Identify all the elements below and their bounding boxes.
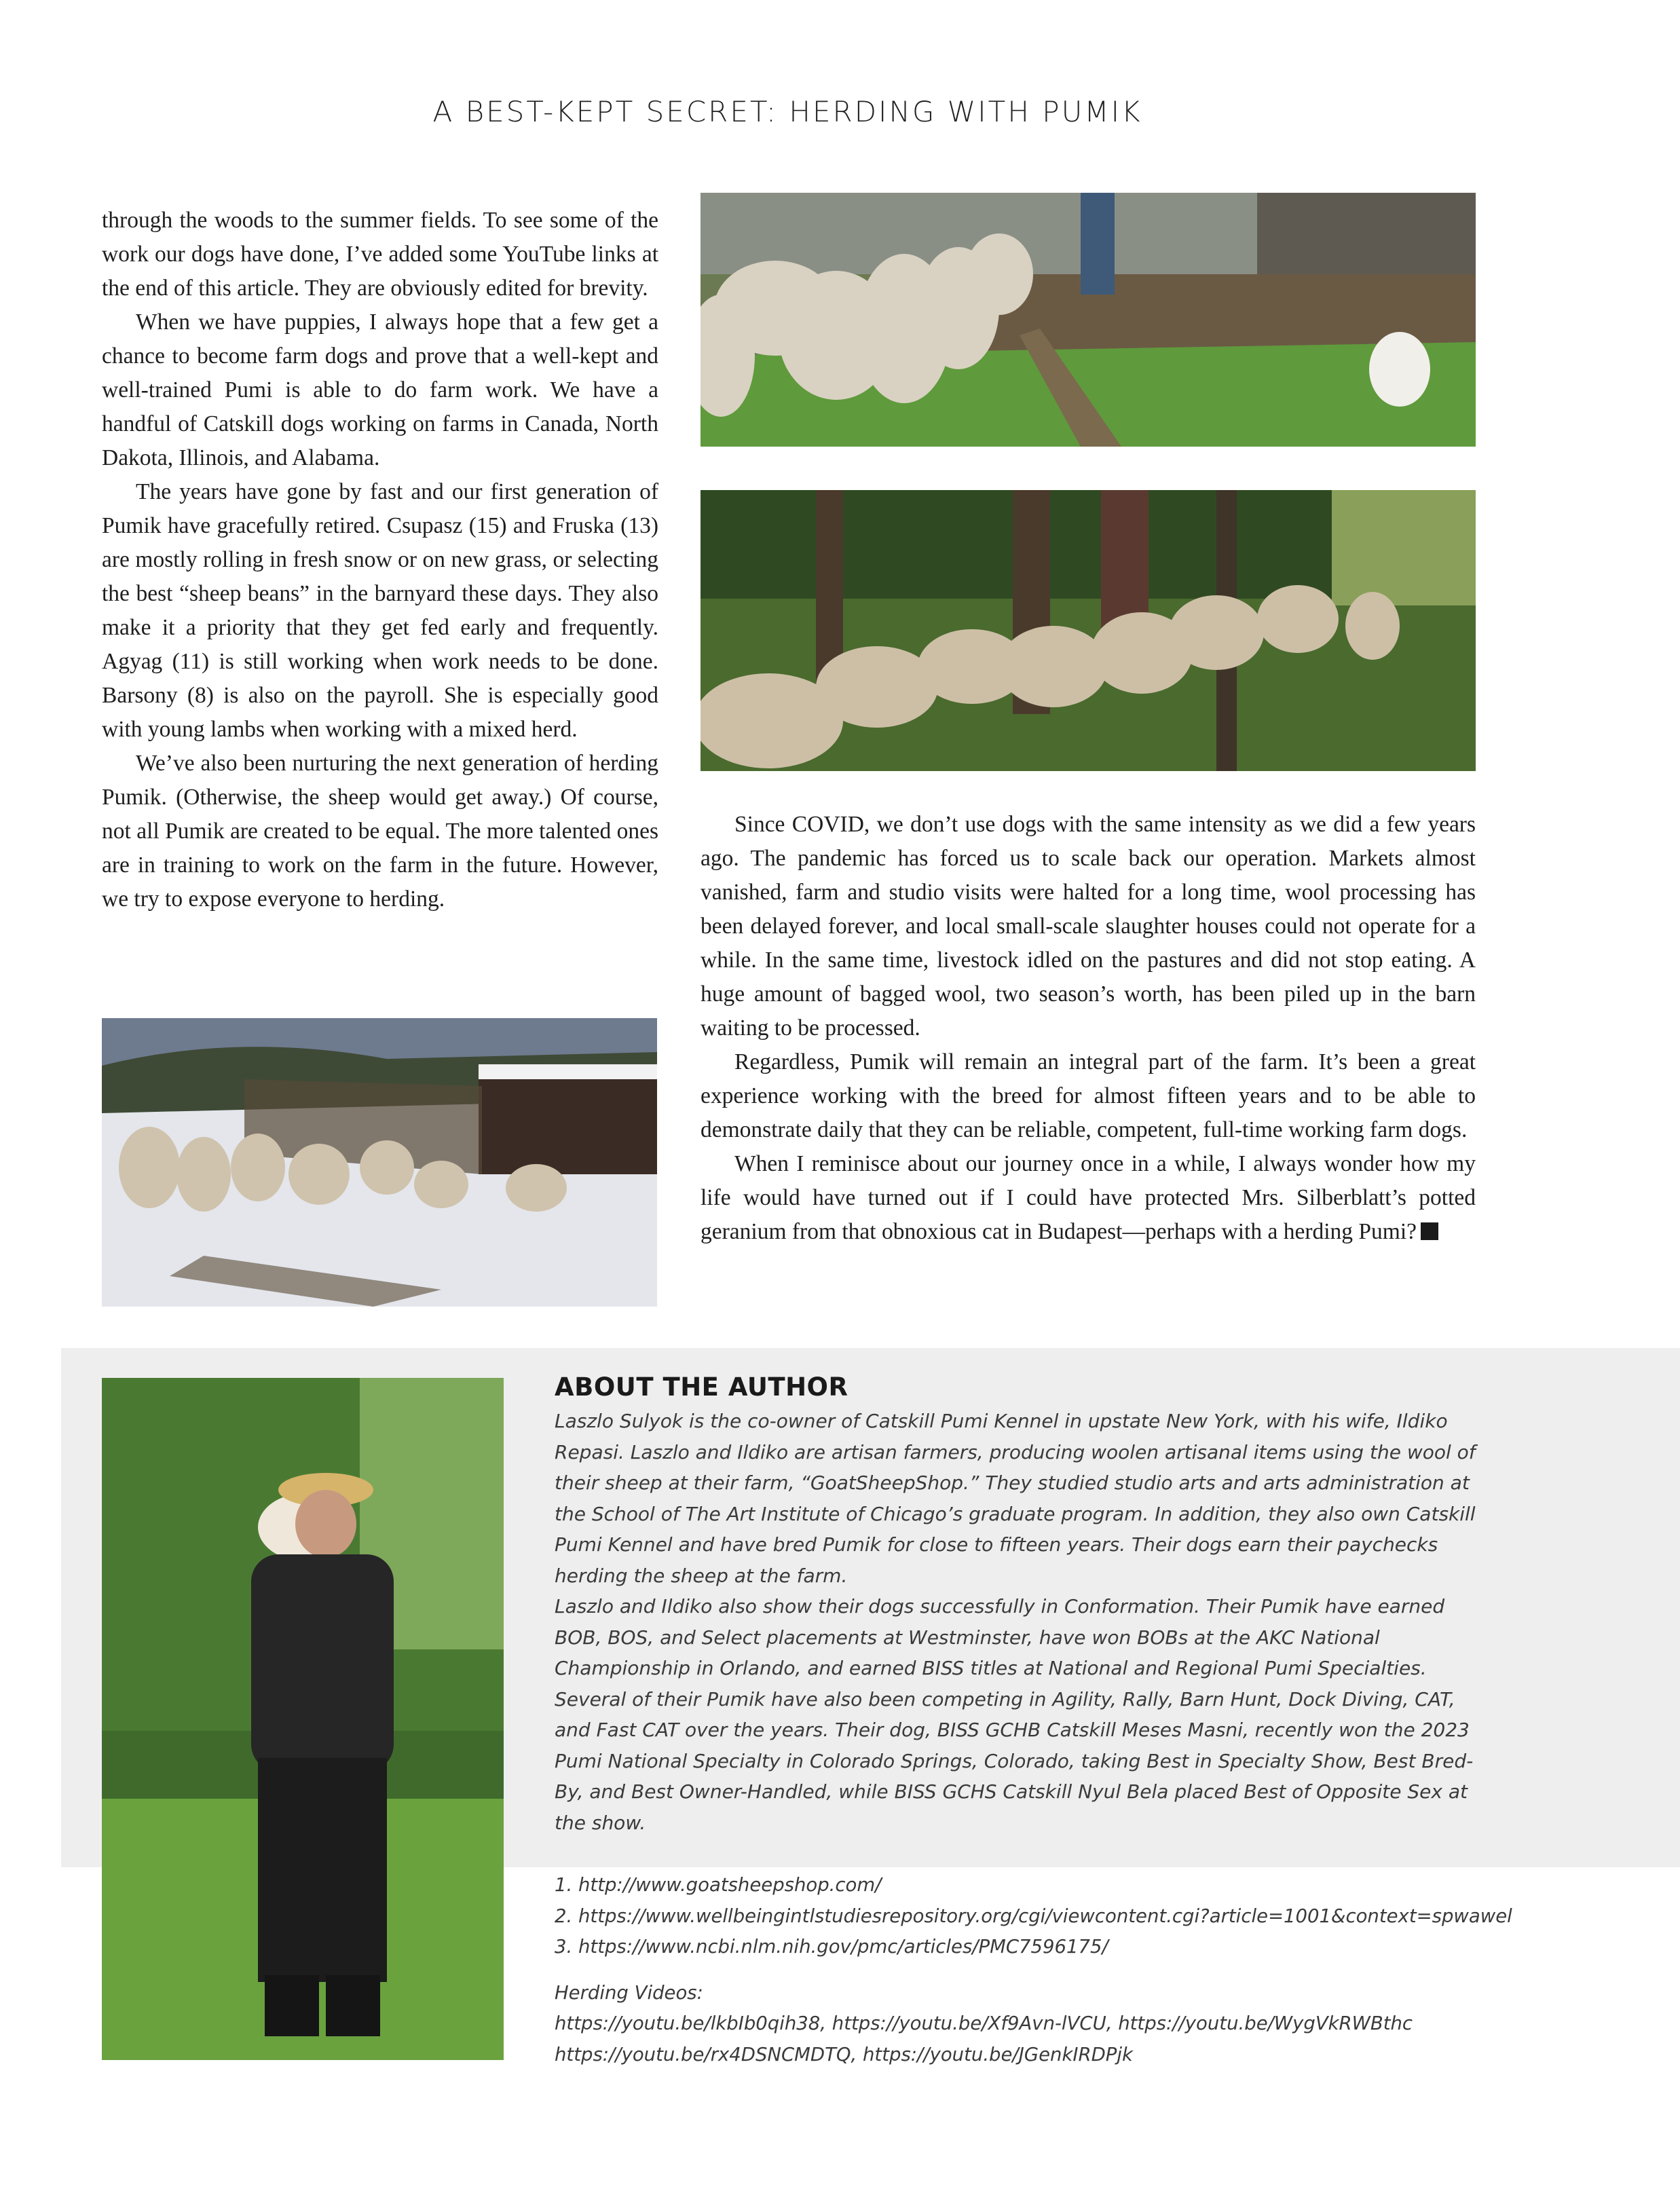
sheep-running-with-dog-photo xyxy=(701,193,1476,447)
sheep-herd-in-woods-photo xyxy=(701,490,1476,771)
paragraph: Regardless, Pumik will remain an integral part of the farm. It’s been a great experience working with the breed for almost fifteen years and to be able to demonstrate daily that they can be reliable, competent, full-time working farm dogs. xyxy=(701,1049,1476,1142)
paragraph xyxy=(701,1147,1476,1249)
video-links[interactable]: https://youtu.be/rx4DSNCMDTQ, https://youtu.be/JGenkIRDPjk xyxy=(555,2043,1133,2065)
paragraph: When we have puppies, I always hope that a few get a chance to become farm dogs and prove that a well-kept and well-trained Pumi is able to do farm work. We have a handful of Catskill dogs working on farms in Canada, North Dakota, Illinois, and Alabama. xyxy=(102,310,658,470)
references-section xyxy=(555,1870,1512,2070)
right-column xyxy=(701,808,1476,1249)
paragraph: through the woods to the summer fields. To see some of the work our dogs have done, I’ve added some YouTube links at the end of this article. They are obviously edited for brevity. xyxy=(102,208,658,301)
reference-link[interactable]: 1. http://www.goatsheepshop.com/ xyxy=(555,1874,882,1896)
about-author-heading: ABOUT THE AUTHOR xyxy=(555,1372,848,1402)
author-carrying-lamb-photo xyxy=(102,1378,504,2060)
author-bio-paragraph: Laszlo Sulyok is the co-owner of Catskill Pumi Kennel in upstate New York, with his wife, Ildiko Repasi. Laszlo and Ildiko are artisan farmers, producing woolen artisanal items using the wool of their sheep at their farm, “GoatSheepShop.” They studied studio arts and arts administration at the School of The Art Institute of Chicago’s graduate program. In addition, they also own Catskill Pumi Kennel and have bred Pumik for close to fifteen years. Their dogs earn their paychecks herding the sheep at the farm. xyxy=(555,1410,1476,1587)
herding-videos-label: Herding Videos: xyxy=(555,1981,703,2004)
video-links[interactable]: https://youtu.be/lkbIb0qih38, https://youtu.be/Xf9Avn-lVCU, https://youtu.be/WygVkRWBthc xyxy=(555,2013,1413,2034)
paragraph: Since COVID, we don’t use dogs with the same intensity as we did a few years ago. The pandemic has forced us to scale back our operation. Markets almost vanished, farm and studio visits were halted for a long time, wool processing has been delayed forever, and local small-scale slaughter houses could not operate for a while. In the same time, livestock idled on the pastures and did not stop eating. A huge amount of bagged wool, two season’s worth, has been piled up in the barn waiting to be processed. xyxy=(701,812,1476,1041)
end-mark-icon xyxy=(1421,1222,1438,1240)
page-title: A BEST-KEPT SECRET: HERDING WITH PUMIK xyxy=(432,95,1142,128)
paragraph: We’ve also been nurturing the next generation of herding Pumik. (Otherwise, the sheep would get away.) Of course, not all Pumik are created to be equal. The more talented ones are in training to work on the farm in the future. However, we try to expose everyone to herding. xyxy=(102,751,658,912)
about-author-section xyxy=(555,1372,1478,1838)
author-bio-paragraph: Laszlo and Ildiko also show their dogs successfully in Conformation. Their Pumik have earned BOB, BOS, and Select placements at Westminster, have won BOBs at the AKC National Championship in Orlando, and earned BISS titles at National and Regional Pumi Specialties. Several of their Pumik have also been competing in Agility, Rally, Barn Hunt, Dock Diving, CAT, and Fast CAT over the years. Their dog, BISS GCHB Catskill Meses Masni, recently won the 2023 Pumi National Specialty in Colorado Springs, Colorado, taking Best in Specialty Show, Best Bred-By, and Best Owner-Handled, while BISS GCHS Catskill Nyul Bela placed Best of Opposite Sex at the show. xyxy=(555,1595,1474,1834)
paragraph-text: When I reminisce about our journey once in a while, I always wonder how my life would have turned out if I could have protected Mrs. Silberblatt’s potted geranium from that obnoxious cat in Budapest—perhaps with a herding Pumi? xyxy=(701,1151,1476,1244)
reference-link[interactable]: 2. https://www.wellbeingintlstudiesrepository.org/cgi/viewcontent.cgi?article=1001&context=spwawel xyxy=(555,1905,1512,1927)
sheep-in-snow-photo xyxy=(102,1018,657,1307)
left-column xyxy=(102,204,658,916)
reference-link[interactable]: 3. https://www.ncbi.nlm.nih.gov/pmc/articles/PMC7596175/ xyxy=(555,1936,1108,1958)
paragraph: The years have gone by fast and our first generation of Pumik have gracefully retired. Csupasz (15) and Fruska (13) are mostly rolling in fresh snow or on new grass, or selecting the best “sheep beans” in the barnyard these days. They also make it a priority that they get fed early and frequently. Agyag (11) is still working when work needs to be done. Barsony (8) is also on the payroll. She is especially good with young lambs when working with a mixed herd. xyxy=(102,479,658,742)
